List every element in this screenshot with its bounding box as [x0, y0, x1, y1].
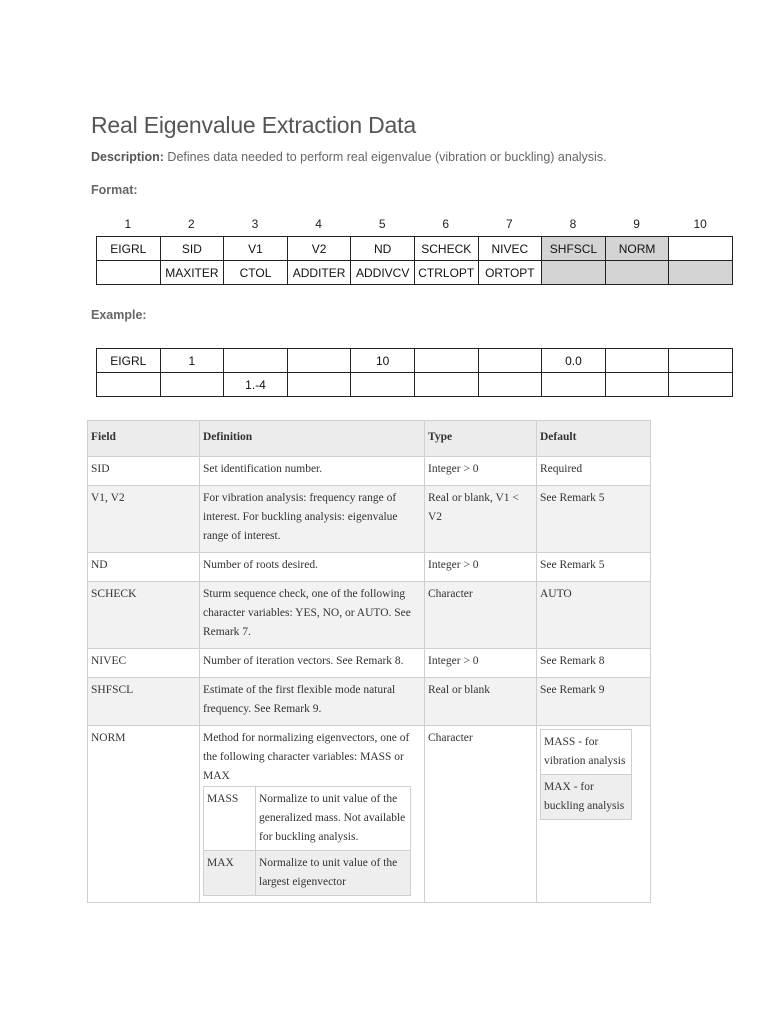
example-cell: [287, 373, 351, 397]
field-number: 8: [569, 217, 577, 231]
format-card-table: [96, 236, 733, 285]
format-cell: EIGRL: [97, 237, 161, 261]
example-cell: [605, 373, 669, 397]
norm-option-key: MASS: [204, 787, 256, 851]
format-cell: [669, 237, 733, 261]
norm-default-value: MASS - for vibration analysis: [541, 730, 632, 775]
norm-option-row: [204, 851, 411, 896]
format-row-2: [97, 261, 733, 285]
type-cell: Integer > 0: [425, 553, 537, 582]
default-cell: See Remark 9: [537, 678, 651, 726]
example-cell: [478, 373, 542, 397]
table-row: [88, 649, 651, 678]
table-row: [88, 582, 651, 649]
format-cell: SHFSCL: [542, 237, 606, 261]
example-cell: [97, 373, 161, 397]
format-cell: ORTOPT: [478, 261, 542, 285]
field-number: 10: [693, 217, 707, 231]
format-cell: SID: [160, 237, 224, 261]
field-number: 7: [506, 217, 513, 231]
type-cell: Integer > 0: [425, 457, 537, 486]
page-title: Real Eigenvalue Extraction Data: [91, 112, 416, 138]
format-cell: NORM: [605, 237, 669, 261]
norm-option-row: [204, 787, 411, 851]
field-cell: ND: [88, 553, 200, 582]
norm-definition-text: Method for normalizing eigenvectors, one of the following character variables: MASS or MAX: [203, 732, 410, 782]
default-cell: [537, 726, 651, 903]
norm-option-desc: Normalize to unit value of the largest eigenvector: [256, 851, 411, 896]
norm-default-row: [541, 775, 632, 820]
example-row-2: [97, 373, 733, 397]
default-cell: Required: [537, 457, 651, 486]
format-label: Format:: [91, 183, 138, 197]
example-label: Example:: [91, 308, 147, 322]
format-cell: ND: [351, 237, 415, 261]
default-cell: See Remark 5: [537, 486, 651, 553]
type-cell: Real or blank, V1 < V2: [425, 486, 537, 553]
field-number: 5: [378, 217, 386, 231]
example-cell: [478, 349, 542, 373]
format-cell: ADDITER: [287, 261, 351, 285]
format-cell: [97, 261, 161, 285]
field-cell: NIVEC: [88, 649, 200, 678]
example-cell: [414, 349, 478, 373]
field-number-row: [96, 217, 732, 231]
description-text: Defines data needed to perform real eigenvalue (vibration or buckling) analysis.: [167, 150, 607, 164]
description-label: Description:: [91, 150, 164, 164]
default-cell: See Remark 5: [537, 553, 651, 582]
type-cell: Character: [425, 726, 537, 903]
norm-defaults-table: [540, 729, 632, 820]
field-number: 3: [251, 217, 259, 231]
example-cell: [542, 373, 606, 397]
norm-option-key: MAX: [204, 851, 256, 896]
format-cell: V1: [224, 237, 288, 261]
example-cell: [287, 349, 351, 373]
type-cell: Character: [425, 582, 537, 649]
field-number: 4: [315, 217, 322, 231]
example-cell: 0.0: [542, 349, 606, 373]
header-field: Field: [88, 421, 200, 457]
def-header-row: [88, 421, 651, 457]
format-cell: [605, 261, 669, 285]
field-cell: SCHECK: [88, 582, 200, 649]
type-cell: Integer > 0: [425, 649, 537, 678]
field-number: 9: [633, 217, 640, 231]
default-cell: See Remark 8: [537, 649, 651, 678]
example-cell: [224, 349, 288, 373]
description: [91, 150, 607, 164]
format-cell: CTOL: [224, 261, 288, 285]
format-cell: NIVEC: [478, 237, 542, 261]
norm-options-table: [203, 786, 411, 896]
example-cell: [414, 373, 478, 397]
table-row: [88, 553, 651, 582]
example-card-table: [96, 348, 733, 397]
norm-option-desc: Normalize to unit value of the generalized mass. Not available for buckling analysis.: [256, 787, 411, 851]
format-row-1: [97, 237, 733, 261]
definition-cell: Number of roots desired.: [200, 553, 425, 582]
norm-default-row: [541, 730, 632, 775]
field-cell: SHFSCL: [88, 678, 200, 726]
example-cell: 10: [351, 349, 415, 373]
example-cell: 1: [160, 349, 224, 373]
format-cell: [542, 261, 606, 285]
field-definition-table: [87, 420, 651, 903]
example-cell: [160, 373, 224, 397]
definition-cell: Sturm sequence check, one of the following character variables: YES, NO, or AUTO. See Remark 7.: [200, 582, 425, 649]
field-cell: V1, V2: [88, 486, 200, 553]
table-row-norm: [88, 726, 651, 903]
field-number: 1: [124, 217, 132, 231]
header-definition: Definition: [200, 421, 425, 457]
header-type: Type: [425, 421, 537, 457]
example-cell: [351, 373, 415, 397]
definition-cell: Set identification number.: [200, 457, 425, 486]
definition-cell: Number of iteration vectors. See Remark 8.: [200, 649, 425, 678]
example-cell: [669, 349, 733, 373]
default-cell: AUTO: [537, 582, 651, 649]
format-cell: [669, 261, 733, 285]
definition-cell: [200, 726, 425, 903]
field-number: 6: [442, 217, 450, 231]
format-cell: MAXITER: [160, 261, 224, 285]
example-cell: [605, 349, 669, 373]
definition-cell: Estimate of the first flexible mode natural frequency. See Remark 9.: [200, 678, 425, 726]
format-cell: CTRLOPT: [414, 261, 478, 285]
example-cell: EIGRL: [97, 349, 161, 373]
table-row: [88, 678, 651, 726]
example-row-1: [97, 349, 733, 373]
table-row: [88, 457, 651, 486]
format-cell: SCHECK: [414, 237, 478, 261]
norm-default-value: MAX - for buckling analysis: [541, 775, 632, 820]
field-cell: NORM: [88, 726, 200, 903]
definition-cell: For vibration analysis: frequency range of interest. For buckling analysis: eigenvalue range of interest.: [200, 486, 425, 553]
table-row: [88, 486, 651, 553]
format-cell: V2: [287, 237, 351, 261]
format-cell: ADDIVCV: [351, 261, 415, 285]
example-cell: [669, 373, 733, 397]
example-cell: 1.-4: [224, 373, 288, 397]
field-number: 2: [188, 217, 195, 231]
header-default: Default: [537, 421, 651, 457]
type-cell: Real or blank: [425, 678, 537, 726]
field-cell: SID: [88, 457, 200, 486]
